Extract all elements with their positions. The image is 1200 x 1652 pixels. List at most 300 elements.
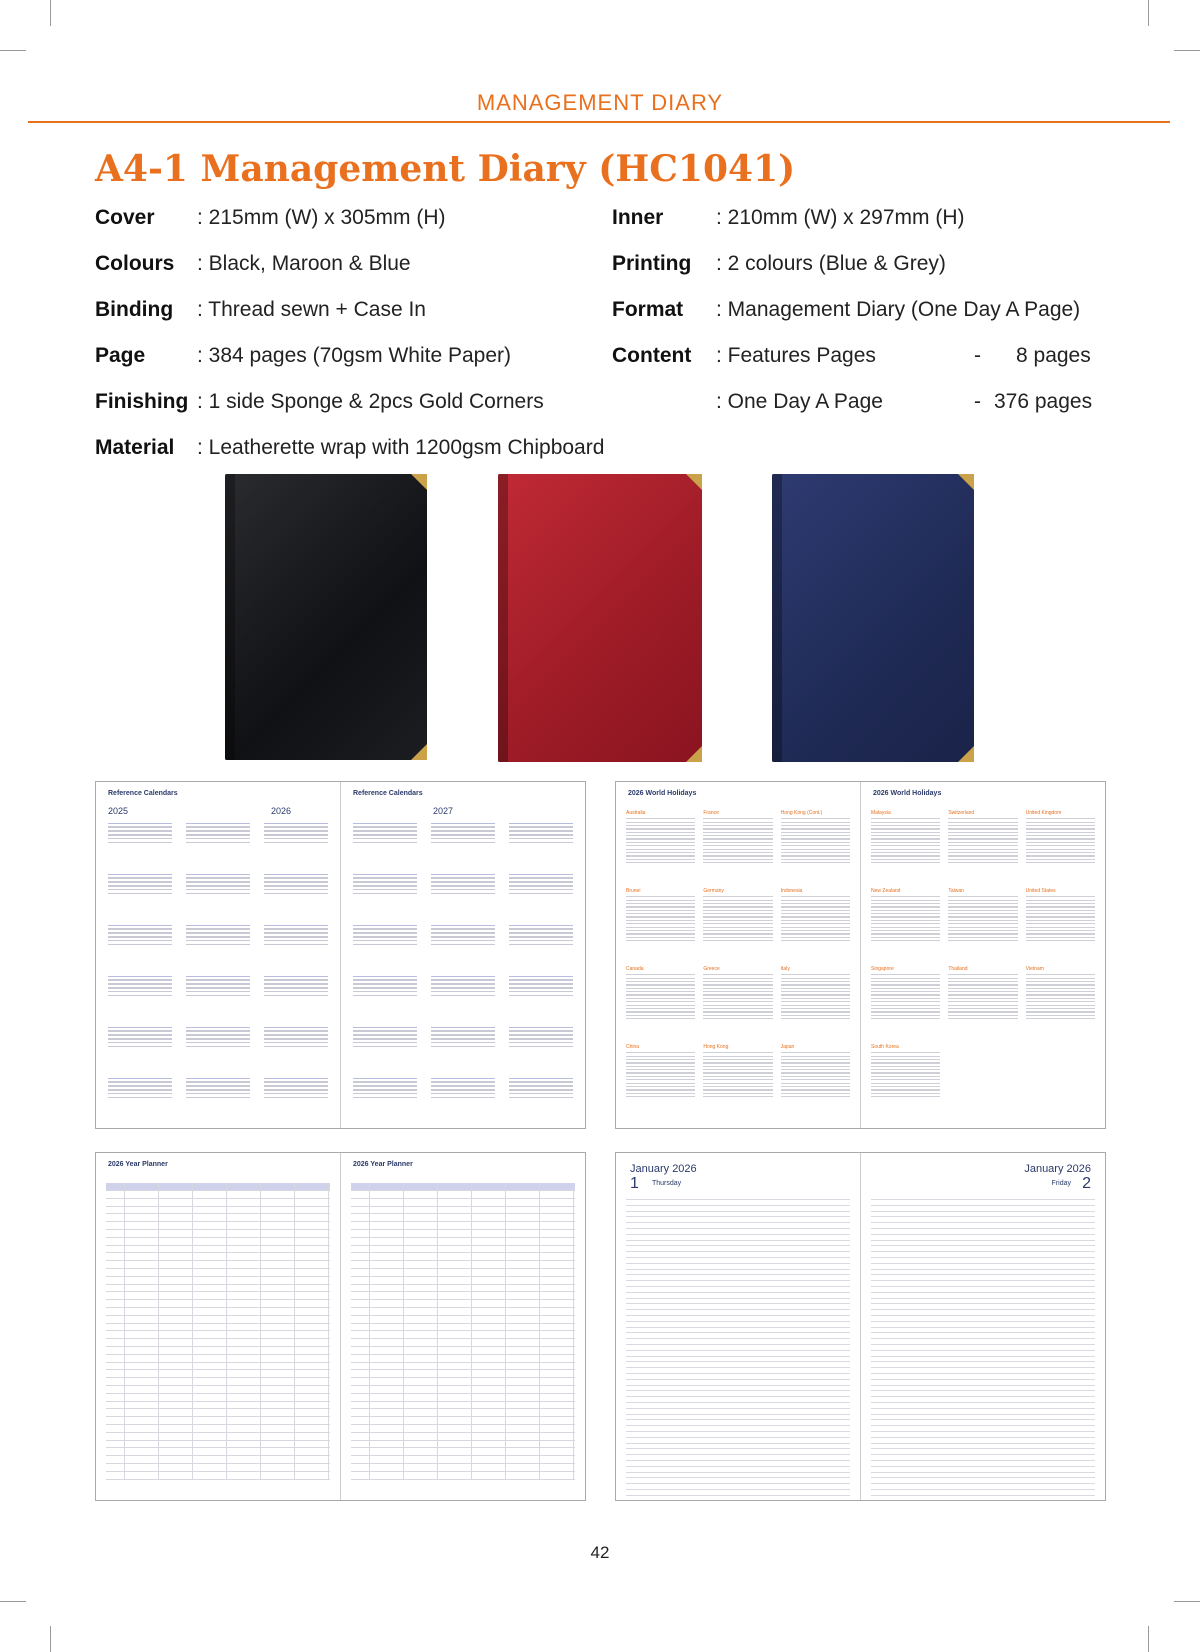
crop-mark [1174, 50, 1200, 51]
holiday-entry-line [781, 910, 850, 911]
holiday-entry-line [948, 822, 1017, 823]
page-title: Reference Calendars [108, 790, 178, 797]
holiday-entry-line [703, 1089, 772, 1090]
mini-week-line [264, 893, 328, 894]
mini-week-line [509, 881, 573, 882]
holiday-entry-line [626, 1093, 695, 1094]
holiday-entry-line [626, 978, 695, 979]
holiday-entry-line [781, 1069, 850, 1070]
holiday-country-name: United States [1025, 888, 1056, 894]
holiday-entry-line [871, 859, 940, 860]
ruled-line [626, 1489, 850, 1490]
holiday-entry-line [871, 1076, 940, 1077]
ruled-line [871, 1332, 1095, 1333]
holiday-entry-line [703, 835, 772, 836]
holiday-entry-line [1026, 828, 1095, 829]
planner-column [328, 1183, 329, 1480]
holiday-entry-line [781, 937, 850, 938]
planner-row [106, 1385, 330, 1386]
planner-row [106, 1479, 330, 1480]
planner-row [106, 1440, 330, 1441]
mini-week-line [431, 1097, 495, 1098]
mini-week-line [186, 885, 250, 886]
holiday-entry-line [1026, 849, 1095, 850]
planner-row [351, 1440, 575, 1441]
holiday-country-block [781, 966, 850, 1021]
holiday-entry-line [703, 842, 772, 843]
mini-week-line [186, 991, 250, 992]
ruled-line [871, 1205, 1095, 1206]
mini-week-line [108, 874, 172, 875]
ruled-line [871, 1211, 1095, 1212]
holiday-entry-line [781, 818, 850, 819]
spec-value-finishing: : 1 side Sponge & 2pcs Gold Corners [197, 390, 544, 413]
planner-column [505, 1183, 506, 1480]
ruled-line [626, 1408, 850, 1409]
mini-month-calendar [353, 1075, 417, 1101]
mini-week-line [186, 995, 250, 996]
holiday-entry-line [871, 1005, 940, 1006]
holiday-entry-line [871, 849, 940, 850]
mini-week-line [186, 1038, 250, 1039]
mini-week-line [509, 830, 573, 831]
mini-week-line [186, 932, 250, 933]
mini-week-line [431, 1046, 495, 1047]
planner-row [351, 1268, 575, 1269]
mini-week-line [264, 1042, 328, 1043]
holiday-entry-line [626, 913, 695, 914]
holiday-entry-line [781, 1096, 850, 1097]
holiday-entry-line [781, 930, 850, 931]
holiday-entry-line [871, 1069, 940, 1070]
holiday-entry-line [703, 1076, 772, 1077]
mini-week-line [431, 838, 495, 839]
planner-row [351, 1369, 575, 1370]
holiday-entry-line [626, 838, 695, 839]
holiday-entry-line [781, 900, 850, 901]
mini-month-calendar [108, 1024, 172, 1050]
holiday-entry-line [781, 903, 850, 904]
planner-row [351, 1198, 575, 1199]
mini-week-line [353, 925, 417, 926]
holiday-entry-line [948, 1001, 1017, 1002]
holiday-entry-line [1026, 822, 1095, 823]
planner-row [106, 1463, 330, 1464]
holiday-entry-line [948, 913, 1017, 914]
mini-week-line [186, 1027, 250, 1028]
holiday-entry-line [781, 927, 850, 928]
holiday-entry-line [948, 940, 1017, 941]
mini-week-line [353, 842, 417, 843]
ruled-line [626, 1379, 850, 1380]
mini-week-line [431, 928, 495, 929]
mini-week-line [108, 834, 172, 835]
holiday-entry-line [626, 1079, 695, 1080]
mini-week-line [264, 889, 328, 890]
mini-week-line [431, 1081, 495, 1082]
mini-week-line [108, 885, 172, 886]
mini-week-line [264, 1030, 328, 1031]
ruled-line [871, 1396, 1095, 1397]
ruled-line [871, 1373, 1095, 1374]
mini-week-line [264, 1078, 328, 1079]
mini-week-line [186, 936, 250, 937]
holiday-country-block [1026, 810, 1095, 865]
holiday-entry-line [781, 852, 850, 853]
ruled-line [626, 1483, 850, 1484]
holiday-entry-line [626, 974, 695, 975]
planner-row [351, 1245, 575, 1246]
holiday-entry-line [781, 1066, 850, 1067]
spec-dash: - [974, 390, 981, 413]
planner-row [106, 1455, 330, 1456]
planner-row [106, 1330, 330, 1331]
holiday-entry-line [703, 1052, 772, 1053]
mini-week-line [431, 842, 495, 843]
holiday-entry-line [626, 1072, 695, 1073]
holiday-entry-line [1026, 978, 1095, 979]
holiday-entry-line [1026, 855, 1095, 856]
holiday-entry-line [703, 933, 772, 934]
mini-week-line [264, 881, 328, 882]
mini-week-line [186, 1042, 250, 1043]
ruled-line [626, 1425, 850, 1426]
ruled-line [626, 1211, 850, 1212]
holiday-entry-line [626, 832, 695, 833]
mini-week-line [186, 823, 250, 824]
ruled-line [871, 1477, 1095, 1478]
page-title: Reference Calendars [353, 790, 423, 797]
ruled-line [871, 1350, 1095, 1351]
holiday-entry-line [1026, 981, 1095, 982]
ruled-line [626, 1443, 850, 1444]
ruled-line [626, 1448, 850, 1449]
holiday-entry-line [781, 1005, 850, 1006]
ruled-line [871, 1338, 1095, 1339]
holiday-entry-line [781, 1011, 850, 1012]
mini-week-line [509, 995, 573, 996]
mini-month-calendar [509, 1024, 573, 1050]
planner-row [351, 1401, 575, 1402]
holiday-country-name: Indonesia [780, 888, 803, 894]
planner-row [106, 1377, 330, 1378]
holiday-country-block [703, 888, 772, 943]
holiday-entry-line [1026, 1018, 1095, 1019]
holiday-entry-line [781, 1076, 850, 1077]
planner-row [351, 1354, 575, 1355]
mini-week-line [353, 874, 417, 875]
mini-week-line [509, 976, 573, 977]
holiday-entry-line [781, 845, 850, 846]
ruled-line [626, 1286, 850, 1287]
holiday-entry-line [703, 825, 772, 826]
mini-week-line [108, 1046, 172, 1047]
holiday-entry-line [703, 855, 772, 856]
ruled-line [871, 1472, 1095, 1473]
ruled-line [626, 1251, 850, 1252]
holiday-entry-line [781, 913, 850, 914]
day-page-number: 1 [630, 1175, 639, 1192]
mini-week-line [431, 1027, 495, 1028]
holiday-entry-line [871, 927, 940, 928]
ruled-line [626, 1477, 850, 1478]
ruled-line [871, 1437, 1095, 1438]
ruled-line [871, 1257, 1095, 1258]
mini-week-line [509, 987, 573, 988]
spec-value-format: : Management Diary (One Day A Page) [716, 298, 1081, 321]
holiday-entry-line [1026, 845, 1095, 846]
holiday-entry-line [871, 937, 940, 938]
holiday-country-block [871, 888, 940, 943]
holiday-entry-line [626, 923, 695, 924]
holiday-entry-line [703, 1015, 772, 1016]
mini-week-line [186, 893, 250, 894]
holiday-entry-line [703, 828, 772, 829]
planner-row [106, 1338, 330, 1339]
mini-week-line [186, 842, 250, 843]
planner-row [351, 1307, 575, 1308]
planner-month-header [106, 1183, 330, 1190]
holiday-entry-line [781, 1089, 850, 1090]
planner-row [351, 1206, 575, 1207]
mini-week-line [108, 987, 172, 988]
holiday-entry-line [871, 933, 940, 934]
holiday-entry-line [871, 1018, 940, 1019]
mini-week-line [186, 1093, 250, 1094]
holiday-entry-line [948, 835, 1017, 836]
ruled-line [871, 1431, 1095, 1432]
planner-row [106, 1229, 330, 1230]
planner-row [351, 1276, 575, 1277]
page-title: 2026 World Holidays [873, 790, 942, 797]
holiday-entry-line [1026, 832, 1095, 833]
holiday-country-name: Switzerland [948, 810, 975, 816]
ruled-line [626, 1228, 850, 1229]
holiday-entry-line [871, 913, 940, 914]
holiday-entry-line [626, 916, 695, 917]
mini-week-line [264, 1097, 328, 1098]
ruled-line [626, 1327, 850, 1328]
planner-row [351, 1424, 575, 1425]
mini-week-line [108, 1081, 172, 1082]
holiday-country-name: Hong Kong [703, 1044, 729, 1050]
world-holidays-left-page [616, 782, 860, 1128]
ruled-line [871, 1454, 1095, 1455]
year-planner-spread [95, 1152, 586, 1501]
holiday-entry-line [781, 862, 850, 863]
mini-week-line [264, 991, 328, 992]
mini-month-calendar [108, 973, 172, 999]
holiday-entry-line [626, 933, 695, 934]
ruled-line [626, 1257, 850, 1258]
planner-row [351, 1315, 575, 1316]
crop-mark [1174, 1601, 1200, 1602]
holiday-entry-line [781, 828, 850, 829]
mini-month-calendar [431, 1075, 495, 1101]
holiday-entry-line [781, 1015, 850, 1016]
planner-column [124, 1183, 125, 1480]
holiday-entry-line [781, 923, 850, 924]
mini-week-line [108, 925, 172, 926]
holiday-entry-line [871, 1086, 940, 1087]
holiday-entry-line [781, 1018, 850, 1019]
mini-week-line [108, 889, 172, 890]
mini-week-line [108, 842, 172, 843]
mini-week-line [509, 1081, 573, 1082]
holiday-entry-line [626, 900, 695, 901]
holiday-entry-line [626, 1059, 695, 1060]
planner-row [106, 1276, 330, 1277]
planner-row [351, 1362, 575, 1363]
ruled-line [871, 1483, 1095, 1484]
mini-week-line [431, 925, 495, 926]
planner-column [294, 1183, 295, 1480]
mini-week-line [509, 1093, 573, 1094]
holiday-entry-line [703, 940, 772, 941]
page-title: 2026 Year Planner [353, 1161, 413, 1168]
mini-week-line [186, 881, 250, 882]
planner-column [403, 1183, 404, 1480]
mini-week-line [353, 987, 417, 988]
holiday-entry-line [781, 849, 850, 850]
holiday-entry-line [871, 1066, 940, 1067]
ruled-line [626, 1298, 850, 1299]
mini-week-line [108, 1038, 172, 1039]
holiday-entry-line [871, 994, 940, 995]
mini-week-line [264, 1046, 328, 1047]
holiday-entry-line [781, 1062, 850, 1063]
holiday-entry-line [871, 852, 940, 853]
crop-mark [0, 1601, 26, 1602]
planner-row [351, 1432, 575, 1433]
holiday-entry-line [948, 1005, 1017, 1006]
holiday-entry-line [626, 981, 695, 982]
holiday-entry-line [703, 832, 772, 833]
mini-week-line [353, 1030, 417, 1031]
product-title: A4-1 Management Diary (HC1041) [95, 148, 796, 190]
mini-week-line [353, 1046, 417, 1047]
mini-month-calendar [509, 820, 573, 846]
mini-week-line [108, 991, 172, 992]
holiday-entry-line [871, 822, 940, 823]
holiday-entry-line [781, 1052, 850, 1053]
mini-week-line [509, 1078, 573, 1079]
planner-row [106, 1284, 330, 1285]
holiday-country-name: Hong Kong (Cont.) [780, 810, 823, 816]
holiday-entry-line [781, 1056, 850, 1057]
holiday-entry-line [781, 906, 850, 907]
mini-week-line [431, 932, 495, 933]
mini-month-calendar [186, 1024, 250, 1050]
mini-week-line [264, 925, 328, 926]
day-page-weekday: Thursday [652, 1180, 682, 1187]
ruled-line [626, 1222, 850, 1223]
year-label: 2025 [108, 806, 129, 816]
planner-row [351, 1260, 575, 1261]
mini-week-line [264, 1081, 328, 1082]
holiday-entry-line [871, 1052, 940, 1053]
mini-week-line [353, 834, 417, 835]
mini-week-line [186, 1046, 250, 1047]
holiday-entry-line [626, 998, 695, 999]
mini-week-line [431, 1078, 495, 1079]
holiday-entry-line [1026, 937, 1095, 938]
holiday-entry-line [781, 825, 850, 826]
holiday-entry-line [871, 991, 940, 992]
holiday-country-block [626, 1044, 695, 1099]
mini-week-line [353, 1042, 417, 1043]
ruled-line [871, 1303, 1095, 1304]
holiday-country-name: South Korea [871, 1044, 899, 1050]
holiday-entry-line [703, 906, 772, 907]
holiday-country-name: Brunei [626, 888, 641, 894]
mini-week-line [264, 874, 328, 875]
page-number: 42 [590, 1543, 610, 1562]
spec-value-printing: : 2 colours (Blue & Grey) [716, 252, 946, 275]
holiday-entry-line [948, 828, 1017, 829]
year-planner-left-page [96, 1153, 340, 1500]
mini-week-line [509, 1097, 573, 1098]
spec-value-content: : Features Pages [716, 344, 876, 367]
holiday-entry-line [871, 862, 940, 863]
spec-value-inner: : 210mm (W) x 297mm (H) [716, 206, 965, 229]
holiday-entry-line [703, 1066, 772, 1067]
mini-week-line [353, 1085, 417, 1086]
holiday-entry-line [703, 862, 772, 863]
day-page-right [861, 1153, 1105, 1500]
mini-week-line [509, 1089, 573, 1090]
ruled-line [871, 1228, 1095, 1229]
holiday-entry-line [703, 998, 772, 999]
holiday-country-block [703, 1044, 772, 1099]
planner-column [437, 1183, 438, 1480]
reference-calendars-right-page [341, 782, 585, 1128]
mini-week-line [509, 838, 573, 839]
day-page-weekday: Friday [1051, 1180, 1071, 1187]
planner-row [106, 1245, 330, 1246]
ruled-line [871, 1460, 1095, 1461]
holiday-entry-line [1026, 818, 1095, 819]
mini-week-line [264, 987, 328, 988]
holiday-entry-line [626, 910, 695, 911]
mini-week-line [186, 1034, 250, 1035]
mini-week-line [353, 940, 417, 941]
mini-week-line [264, 834, 328, 835]
ruled-line [871, 1489, 1095, 1490]
holiday-country-name: Taiwan [948, 888, 964, 894]
planner-column [158, 1183, 159, 1480]
holiday-entry-line [781, 855, 850, 856]
mini-week-line [186, 925, 250, 926]
mini-month-calendar [431, 1024, 495, 1050]
holiday-entry-line [703, 991, 772, 992]
planner-row [351, 1346, 575, 1347]
holiday-country-name: Australia [626, 810, 646, 816]
mini-week-line [353, 944, 417, 945]
planner-row [106, 1206, 330, 1207]
mini-week-line [431, 987, 495, 988]
mini-week-line [186, 1081, 250, 1082]
mini-week-line [108, 838, 172, 839]
day-page-number: 2 [1082, 1175, 1091, 1192]
planner-row [106, 1221, 330, 1222]
mini-month-calendar [353, 973, 417, 999]
mini-week-line [108, 1078, 172, 1079]
mini-month-calendar [353, 922, 417, 948]
mini-week-line [264, 995, 328, 996]
holiday-entry-line [948, 994, 1017, 995]
mini-week-line [264, 928, 328, 929]
